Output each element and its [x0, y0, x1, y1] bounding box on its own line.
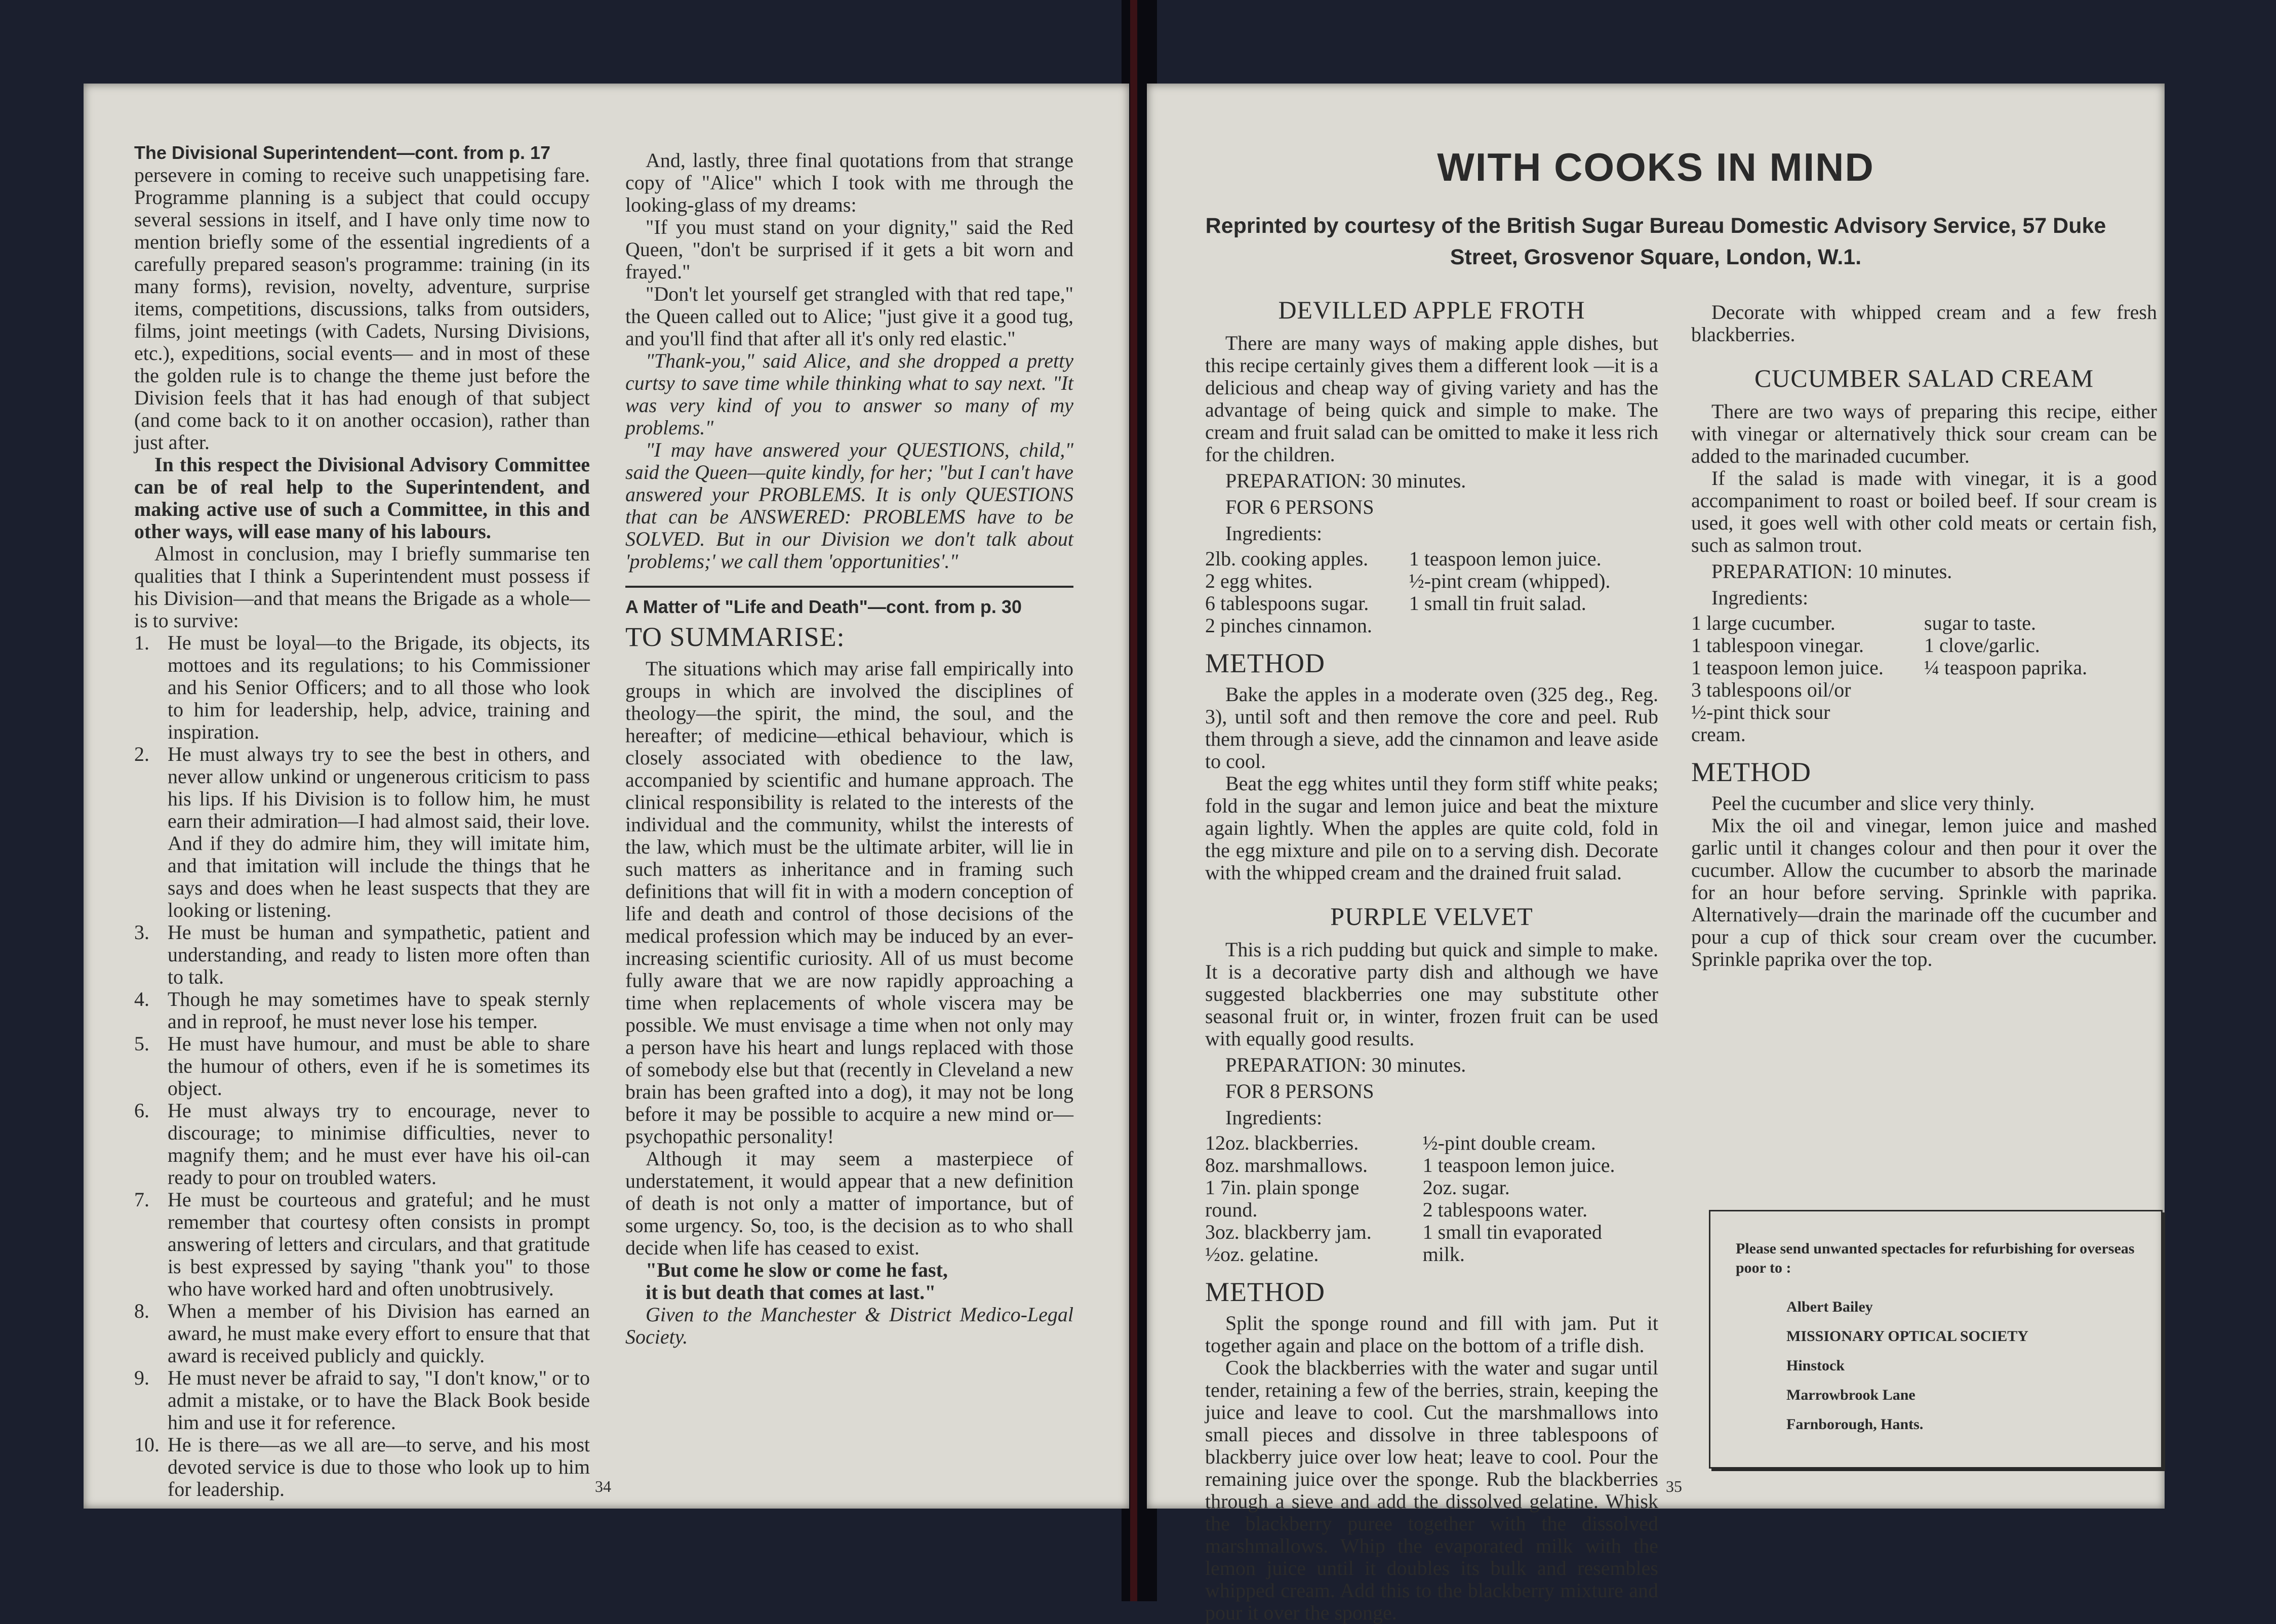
list-item	[134, 743, 590, 921]
summary-heading: TO SUMMARISE:	[625, 622, 845, 652]
ingredient-line: ½-pint double cream.	[1422, 1131, 1596, 1154]
method-heading: METHOD	[1691, 757, 1811, 787]
ingredient-line: 2oz. sugar.	[1422, 1176, 1510, 1199]
ingredients-table	[1205, 1132, 1658, 1266]
recipe-title: CUCUMBER SALAD CREAM	[1754, 364, 2094, 392]
recipe-intro: There are many ways of making apple dishes, but this recipe certainly gives them a different look —it is a delicious and cheap way of giving variety and has the advantage of being quick and simple to make. The cream and fruit salad can be omitted to make it less rich for the children.	[1205, 332, 1658, 466]
notice-text: Please send unwanted spectacles for refurbishing for overseas poor to :	[1736, 1240, 2135, 1276]
ingredient-line: 1 small tin fruit salad.	[1409, 592, 1586, 615]
ingredients-right	[1924, 612, 2157, 746]
ingredient-line: 12oz. blackberries.	[1205, 1131, 1359, 1154]
list-number: 5.	[134, 1032, 149, 1055]
binding-stitch	[1130, 0, 1137, 1601]
spectacles-notice-box	[1709, 1210, 2163, 1469]
column-heading: The Divisional Superintendent—cont. from p. 17	[134, 142, 551, 163]
ingredient-line: 1 teaspoon lemon juice.	[1409, 547, 1602, 570]
ingredients-right	[1409, 548, 1658, 637]
paragraph: The situations which may arise fall empirically into groups in which are involved the disciplines of theology—the spirit, the mind, the soul, and the hereafter; of medicine—ethical behaviour, which is closely associated with obedience to the law, accompanied by scientific and humane approach. The clinical responsibility is related to the interests of the individual and the community, whilst the interests of the law, which must be the ultimate arbiter, will lie in such matters as inheritance and in framing such definitions that will fit in with a modern conception of life and death and control of those decisions of the medical profession which may be induced by an ever-increasing scientific curiosity. All of us must become fully aware that we are now rapidly approaching a time when replacements of whole viscera may be possible. We must envisage a time when not only may a person have his heart and lungs replaced with those of somebody else but that (recently in Cleveland a new brain has been grafted into a dog), it may not be long before it may be possible to acquire a new mind or—psychopathic personality!	[625, 657, 1073, 1148]
list-text: He must always try to see the best in others, and never allow unkind or ungenerous criticism to pass his lips. If his Division is to follow him, he must earn their admiration—I had almost said, their love. And if they do admire him, they will imitate him, and that imitation will include the things that he says and does when he least suspects that they are looking or listening.	[168, 743, 590, 921]
paragraph: Although it may seem a masterpiece of understatement, it would appear that a new definition of death is not only a matter of importance, but of some urgency. So, too, is the decision as to who shall decide when life has ceased to exist.	[625, 1147, 1073, 1259]
list-text: When a member of his Division has earned an award, he must make every effort to ensure that that award is received publicly and quickly.	[168, 1300, 590, 1367]
ingredient-line: milk.	[1422, 1243, 1465, 1266]
method-heading: METHOD	[1205, 648, 1325, 678]
section-divider	[625, 586, 1073, 588]
recipe-title: PURPLE VELVET	[1330, 902, 1533, 930]
list-number: 10.	[134, 1433, 159, 1456]
notice-address	[1786, 1292, 2028, 1439]
address-line: MISSIONARY OPTICAL SOCIETY	[1786, 1328, 2028, 1345]
attribution: Given to the Manchester & District Medico-Legal Society.	[625, 1303, 1073, 1348]
ingredient-line: ¼ teaspoon paprika.	[1924, 656, 2088, 679]
page-title: WITH COOKS IN MIND	[1437, 145, 1874, 189]
ingredient-line: 3 tablespoons oil/or	[1691, 678, 1851, 701]
ingredient-line: 1 7in. plain sponge	[1205, 1176, 1360, 1199]
servings: FOR 8 PERSONS	[1225, 1080, 1374, 1103]
ingredient-line: 1 small tin evaporated	[1422, 1221, 1602, 1243]
page-subtitle: Reprinted by courtesy of the British Sugar Bureau Domestic Advisory Service, 57 Duke Street, Grosvenor Square, London, W.1.	[1205, 214, 2106, 269]
list-text: He must be loyal—to the Brigade, its objects, its mottoes and its regulations; to his Commissioner and his Senior Officers; and to all those who look to him for leadership, help, advice, training and inspiration.	[168, 631, 590, 743]
recipe-title: DEVILLED APPLE FROTH	[1278, 296, 1585, 324]
list-text: Though he may sometimes have to speak sternly and in reproof, he must never lose his temper.	[168, 988, 590, 1033]
ingredient-line: cream.	[1691, 723, 1746, 746]
list-item	[134, 1300, 590, 1367]
right-column-2	[1691, 301, 2157, 970]
list-number: 6.	[134, 1099, 149, 1122]
recipe-intro: There are two ways of preparing this recipe, either with vinegar or alternatively thick sour cream can be added to the marinaded cucumber.	[1691, 400, 2157, 467]
list-item	[134, 988, 590, 1033]
prep-time: PREPARATION: 10 minutes.	[1711, 560, 1952, 583]
list-item	[134, 921, 590, 988]
list-number: 8.	[134, 1300, 149, 1322]
list-number: 3.	[134, 921, 149, 944]
ingredient-line: 1 large cucumber.	[1691, 612, 1835, 634]
ingredient-line: 1 clove/garlic.	[1924, 634, 2040, 657]
ingredients-label: Ingredients:	[1225, 522, 1323, 545]
ingredients-right	[1423, 1132, 1658, 1266]
ingredient-line: 2 pinches cinnamon.	[1205, 614, 1372, 637]
list-item	[134, 1100, 590, 1189]
list-text: He must be courteous and grateful; and he must remember that courtesy often consists in prompt answering of letters and circulars, and that gratitude is best expressed by saying "thank you" to those who have worked hard and often unobtrusively.	[168, 1188, 590, 1300]
ingredient-line: 1 teaspoon lemon juice.	[1691, 656, 1884, 679]
quote-paragraph: "Don't let yourself get strangled with that red tape," the Queen called out to Alice; "just give it a good tug, and you'll find that after all it's only red elastic."	[625, 282, 1073, 350]
paragraph: Almost in conclusion, may I briefly summarise ten qualities that I think a Superintendent must possess if his Division—and that means the Brigade as a whole—is to survive:	[134, 542, 590, 632]
prep-time: PREPARATION: 30 minutes.	[1225, 1053, 1466, 1076]
ingredient-line: 2 tablespoons water.	[1422, 1198, 1588, 1221]
list-item	[134, 1367, 590, 1434]
ingredient-line: 1 teaspoon lemon juice.	[1422, 1154, 1615, 1176]
ingredients-label: Ingredients:	[1225, 1106, 1323, 1129]
page-number: 35	[1666, 1477, 1682, 1495]
list-number: 7.	[134, 1188, 149, 1211]
ingredients-table	[1691, 612, 2157, 746]
ingredient-line: ½-pint cream (whipped).	[1409, 570, 1611, 592]
recipe-intro: This is a rich pudding but quick and simple to make. It is a decorative party dish and although we have suggested blackberries one may substitute other seasonal fruit or, in winter, frozen fruit can be used with equally good results.	[1205, 938, 1658, 1050]
list-text: He is there—as we all are—to serve, and his most devoted service is due to those who look up to him for leadership.	[168, 1433, 590, 1500]
left-column-1	[134, 142, 590, 1500]
right-page	[1147, 84, 2165, 1624]
left-column-2	[625, 149, 1073, 1348]
ingredient-line: sugar to taste.	[1924, 612, 2037, 634]
method-step: Mix the oil and vinegar, lemon juice and mashed garlic until it changes colour and then pour it over the cucumber. Allow the cucumber to absorb the marinade for an hour before serving. Sprinkle with paprika. Alternatively—drain the marinade off the cucumber and pour a cup of thick sour cream over the cucumber. Sprinkle paprika over the top.	[1691, 814, 2157, 970]
closing-quote-line: it is but death that comes at last."	[646, 1281, 936, 1304]
ingredients-left	[1691, 612, 1924, 746]
ingredients-left	[1205, 1132, 1423, 1266]
method-step: Decorate with whipped cream and a few fresh blackberries.	[1691, 301, 2157, 346]
ingredient-line: round.	[1205, 1198, 1258, 1221]
method-step: Cook the blackberries with the water and sugar until tender, retaining a few of the berries, strain, keeping the juice and leave to cool. Cut the marshmallows into small pieces and dissolve in three tablespoons of blackberry juice over low heat; leave to cool. Pour the remaining juice over the sponge. Rub the blackberries through a sieve and add the dissolved gelatine. Whisk the blackberry puree together with the dissolved marshmallows. Whip the evaporated milk with the lemon juice until it doubles its bulk and resembles whipped cream. Add this to the blackberry mixture and pour it over the sponge.	[1205, 1356, 1658, 1624]
method-step: Bake the apples in a moderate oven (325 deg., Reg. 3), until soft and then remove the core and peel. Rub them through a sieve, add the cinnamon and leave aside to cool.	[1205, 683, 1658, 773]
ingredient-line: ½-pint thick sour	[1691, 701, 1830, 723]
section-heading: A Matter of "Life and Death"—cont. from p. 30	[625, 596, 1022, 617]
ingredient-line: 8oz. marshmallows.	[1205, 1154, 1368, 1176]
ingredients-table	[1205, 548, 1658, 637]
ingredients-label: Ingredients:	[1711, 586, 1809, 609]
servings: FOR 6 PERSONS	[1225, 496, 1374, 518]
ingredients-left	[1205, 548, 1409, 637]
paragraph: And, lastly, three final quotations from that strange copy of "Alice" which I took with me through the looking-glass of my dreams:	[625, 149, 1073, 216]
list-item	[134, 632, 590, 743]
ingredient-line: ½oz. gelatine.	[1205, 1243, 1319, 1266]
list-text: He must have humour, and must be able to share the humour of others, even if he is sometimes its object.	[168, 1032, 590, 1100]
address-line: Hinstock	[1786, 1357, 1845, 1374]
ingredient-line: 1 tablespoon vinegar.	[1691, 634, 1864, 657]
prep-time: PREPARATION: 30 minutes.	[1225, 469, 1466, 492]
list-text: He must never be afraid to say, "I don't know," or to admit a mistake, or to have the Black Book beside him and use it for reference.	[168, 1366, 590, 1434]
left-page	[84, 84, 1129, 1509]
method-step: Split the sponge round and fill with jam. Put it together again and place on the bottom of a trifle dish.	[1205, 1312, 1658, 1357]
list-number: 2.	[134, 743, 149, 765]
quote-paragraph: "I may have answered your QUESTIONS, child," said the Queen—quite kindly, for her; "but I can't have answered your PROBLEMS. It is only QUESTIONS that can be ANSWERED: PROBLEMS have to be SOLVED. But in our Division we don't talk about 'problems;' we call them 'opportunities'."	[625, 438, 1073, 573]
address-line: Farnborough, Hants.	[1786, 1416, 1924, 1433]
ingredient-line: 6 tablespoons sugar.	[1205, 592, 1369, 615]
list-number: 9.	[134, 1366, 149, 1389]
method-step: Beat the egg whites until they form stiff white peaks; fold in the sugar and lemon juice and beat the mixture again lightly. When the apples are quite cold, fold in the egg mixture and pile on to a serving dish. Decorate with the whipped cream and the drained fruit salad.	[1205, 772, 1658, 884]
list-item	[134, 1033, 590, 1100]
right-column-1	[1205, 283, 1658, 1624]
address-line: Albert Bailey	[1786, 1298, 1873, 1315]
ingredient-line: 3oz. blackberry jam.	[1205, 1221, 1372, 1243]
list-number: 4.	[134, 988, 149, 1010]
qualities-list	[134, 632, 590, 1500]
paragraph: persevere in coming to receive such unappetising fare. Programme planning is a subject that could occupy several sessions in itself, and I have only time now to mention briefly some of the essential ingredients of a carefully prepared season's programme: training (in its many forms), revision, novelty, adventure, surprise items, competitions, discussions, talks from outsiders, films, joint meetings (with Cadets, Nursing Divisions, etc.), expeditions, social events— and in most of these the golden rule is to change the theme just before the Division feels that it has had enough of that subject (and come back to it on another occasion), rather than just after.	[134, 164, 590, 454]
list-text: He must always try to encourage, never to discourage; to minimise difficulties, never to magnify them; and he must ever have his oil-can ready to pour on troubled waters.	[168, 1099, 590, 1189]
ingredient-line: 2 egg whites.	[1205, 570, 1313, 592]
quote-paragraph: "If you must stand on your dignity," said the Red Queen, "don't be surprised if it gets a bit worn and frayed."	[625, 216, 1073, 283]
page-number: 34	[595, 1477, 611, 1495]
list-text: He must be human and sympathetic, patient and understanding, and ready to listen more often than to talk.	[168, 921, 590, 988]
method-step: Peel the cucumber and slice very thinly.	[1711, 792, 2035, 815]
ingredient-line: 2lb. cooking apples.	[1205, 547, 1369, 570]
paragraph-bold: In this respect the Divisional Advisory Committee can be of real help to the Superintendent, and making active use of such a Committee, in this and other ways, will ease many of his labours.	[134, 453, 590, 543]
list-item	[134, 1434, 590, 1500]
recipe-intro: If the salad is made with vinegar, it is a good accompaniment to roast or boiled beef. If sour cream is used, it goes well with other cold meats or certain fish, such as salmon trout.	[1691, 467, 2157, 556]
closing-quote-line: "But come he slow or come he fast,	[646, 1258, 948, 1281]
address-line: Marrowbrook Lane	[1786, 1387, 1915, 1403]
quote-paragraph: "Thank-you," said Alice, and she dropped a pretty curtsy to save time while thinking what to say next. "It was very kind of you to answer so many of my problems."	[625, 349, 1073, 439]
method-heading: METHOD	[1205, 1277, 1325, 1307]
list-number: 1.	[134, 631, 149, 654]
list-item	[134, 1189, 590, 1300]
